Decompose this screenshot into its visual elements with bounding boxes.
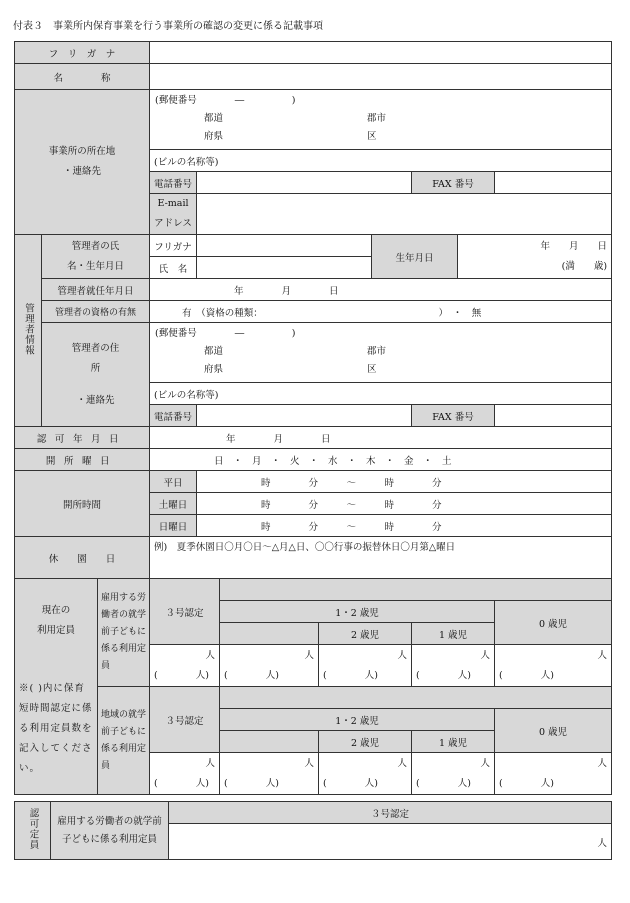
manager-address-field[interactable]: (郵便番号 ― ) 都道 府県 郡市 区 — [150, 323, 612, 383]
location-tel-field[interactable] — [197, 172, 412, 194]
furigana-field[interactable] — [150, 42, 612, 64]
manager-start-label: 管理者就任年月日 — [42, 279, 150, 301]
approval-date-label: 認可年月日 — [15, 427, 150, 449]
weekday-hours-field[interactable]: 時 分 ～ 時 分 — [197, 471, 612, 493]
manager-tel-label: 電話番号 — [150, 405, 197, 427]
local-age0-label: 0 歳児 — [495, 709, 612, 753]
cert3-total-field[interactable]: 人 ( 人) — [150, 645, 220, 687]
approved-capacity-table — [14, 801, 612, 860]
local-age12-label: 1・2 歳児 — [220, 709, 495, 731]
open-days-label: 開所曜日 — [15, 449, 150, 471]
local-cert3-label: ３号認定 — [150, 687, 220, 753]
approval-date-field[interactable]: 年 月 日 — [150, 427, 612, 449]
age0-capacity-field[interactable]: 人 ( 人) — [495, 645, 612, 687]
cert3-header-band — [220, 579, 612, 601]
employee-capacity-label: 雇用する労働者の就学前子どもに係る利用定員 — [98, 579, 150, 687]
cert3-label: ３号認定 — [150, 579, 220, 645]
name-field[interactable] — [150, 64, 612, 90]
local-age12-sub-blank — [220, 731, 319, 753]
holiday-label: 休 園 日 — [15, 537, 150, 579]
registration-form-table — [14, 41, 612, 795]
manager-qual-label: 管理者の資格の有無 — [42, 301, 150, 323]
location-label: 事業所の所在地 ・連絡先 — [15, 90, 150, 235]
age2-label: 2 歳児 — [319, 623, 412, 645]
manager-address-label: 管理者の住 所 ・連絡先 — [42, 323, 150, 427]
sunday-label: 日曜日 — [150, 515, 197, 537]
manager-info-label: 管理者情報 — [15, 235, 42, 427]
weekday-label: 平日 — [150, 471, 197, 493]
manager-start-field[interactable]: 年 月 日 — [150, 279, 612, 301]
age1-capacity-field[interactable]: 人 ( 人) — [412, 645, 495, 687]
local-age2-label: 2 歳児 — [319, 731, 412, 753]
local-age2-capacity-field[interactable]: 人 ( 人) — [319, 753, 412, 795]
document-title: 付表３ 事業所内保育事業を行う事業所の確認の変更に係る記載事項 — [13, 21, 323, 32]
approved-capacity-label: 認可定員 — [15, 802, 51, 860]
approved-cert3-field[interactable]: 人 — [169, 824, 612, 860]
open-days-field[interactable]: 日 ・ 月 ・ 火 ・ 水 ・ 木 ・ 金 ・ 土 — [150, 449, 612, 471]
age0-label: 0 歳児 — [495, 601, 612, 645]
approved-employee-label: 雇用する労働者の就学前子どもに係る利用定員 — [51, 802, 169, 860]
location-address-field[interactable]: (郵便番号 ― ) 都道 府県 郡市 区 — [150, 90, 612, 150]
manager-name-birth-label: 管理者の氏 名・生年月日 — [42, 235, 150, 279]
location-tel-label: 電話番号 — [150, 172, 197, 194]
manager-tel-field[interactable] — [197, 405, 412, 427]
location-fax-label: FAX 番号 — [412, 172, 495, 194]
manager-furigana-field[interactable] — [197, 235, 372, 257]
name-label: 名 称 — [15, 64, 150, 90]
age12-capacity-field[interactable]: 人 ( 人) — [220, 645, 319, 687]
manager-name-field[interactable] — [197, 257, 372, 279]
age2-capacity-field[interactable]: 人 ( 人) — [319, 645, 412, 687]
manager-fax-label: FAX 番号 — [412, 405, 495, 427]
manager-birthdate-label: 生年月日 — [372, 235, 458, 279]
local-age0-capacity-field[interactable]: 人 ( 人) — [495, 753, 612, 795]
holiday-field[interactable]: 例) 夏季休園日〇月〇日～△月△日、〇〇行事の振替休日〇月第△曜日 — [150, 537, 612, 579]
location-email-field[interactable] — [197, 194, 612, 235]
manager-building-field[interactable]: (ビルの名称等) — [150, 383, 612, 405]
local-capacity-label: 地域の就学前子どもに係る利用定員 — [98, 687, 150, 795]
capacity-label: 現在の 利用定員 ※( )内に保育短時間認定に係る利用定員数を記入してください。 — [15, 579, 98, 795]
age12-sub-blank — [220, 623, 319, 645]
local-cert3-header-band — [220, 687, 612, 709]
manager-furigana-label: フリガナ — [150, 235, 197, 257]
location-building-field[interactable]: (ビルの名称等) — [150, 150, 612, 172]
location-email-label: E-mail アドレス — [150, 194, 197, 235]
saturday-label: 土曜日 — [150, 493, 197, 515]
manager-fax-field[interactable] — [495, 405, 612, 427]
age1-label: 1 歳児 — [412, 623, 495, 645]
local-age1-label: 1 歳児 — [412, 731, 495, 753]
sunday-hours-field[interactable]: 時 分 ～ 時 分 — [197, 515, 612, 537]
age12-label: 1・2 歳児 — [220, 601, 495, 623]
manager-birthdate-field[interactable]: 年 月 日 (満 歳) — [458, 235, 612, 279]
local-cert3-total-field[interactable]: 人 ( 人) — [150, 753, 220, 795]
manager-shimei-label: 氏 名 — [150, 257, 197, 279]
form-container — [14, 41, 611, 860]
location-fax-field[interactable] — [495, 172, 612, 194]
furigana-label: フ リ ガ ナ — [15, 42, 150, 64]
open-hours-label: 開所時間 — [15, 471, 150, 537]
approved-cert3-label: ３号認定 — [169, 802, 612, 824]
manager-qual-field[interactable]: 有 （資格の種類： ） ・ 無 — [150, 301, 612, 323]
local-age1-capacity-field[interactable]: 人 ( 人) — [412, 753, 495, 795]
saturday-hours-field[interactable]: 時 分 ～ 時 分 — [197, 493, 612, 515]
local-age12-capacity-field[interactable]: 人 ( 人) — [220, 753, 319, 795]
